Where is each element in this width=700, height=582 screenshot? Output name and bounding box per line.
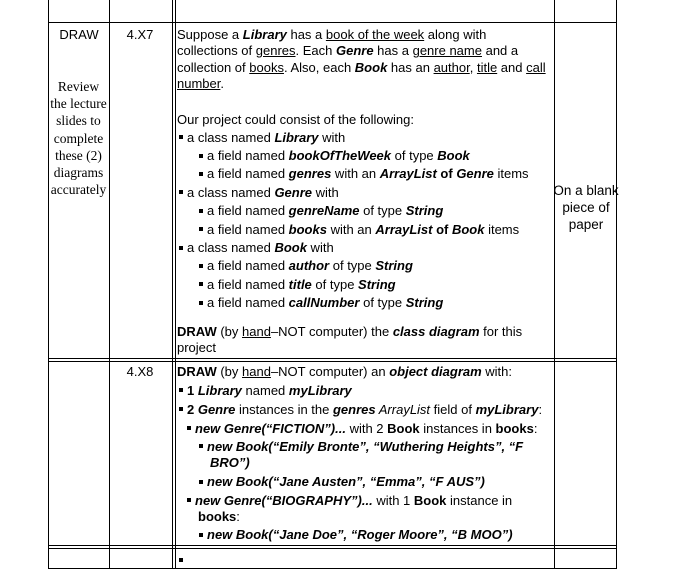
- project-intro: Our project could consist of the following:: [177, 111, 415, 127]
- field-books: a field named books with an ArrayList of Book items: [199, 222, 552, 238]
- object-diagram-instruction: DRAW (by hand–NOT computer) an object diagram with:: [177, 364, 513, 379]
- bullet-icon: [199, 264, 203, 268]
- row1-bottom-border: [48, 358, 617, 359]
- field-bookoftheweek: a field named bookOfTheWeek of type Book: [199, 148, 552, 164]
- class-genre-item: a class named Genre with: [177, 185, 552, 201]
- object-diagram-term: object diagram: [389, 364, 482, 379]
- bullet-icon: [199, 227, 203, 231]
- field-genrename: a field named genreName of type String: [199, 203, 552, 219]
- bullet-icon: [179, 190, 183, 194]
- review-instructions: Review the lecture slides to complete these (2) diagrams accurately: [50, 79, 107, 198]
- field-title: a field named title of type String: [199, 277, 552, 293]
- row2-top-border: [48, 361, 617, 362]
- bullet-icon: [199, 209, 203, 213]
- bullet-icon: [199, 533, 203, 537]
- bullet-icon: [179, 558, 183, 562]
- row1-instructions: [48, 78, 109, 198]
- row3-description: [177, 552, 197, 568]
- class-library-item: a class named Library with: [177, 130, 552, 146]
- exercise-number: 4.X7: [126, 27, 154, 42]
- book-of-week-term: book of the week: [325, 27, 425, 42]
- bullet-icon: [199, 154, 203, 158]
- genre-name-term: genre name: [412, 43, 482, 59]
- col-border-right: [616, 0, 617, 569]
- class-diagram-term: class diagram: [392, 324, 480, 339]
- bullet-icon: [199, 172, 203, 176]
- genre-biography-item: new Genre(“BIOGRAPHY”)... with 1 Book instance in: [187, 493, 552, 509]
- genre-term: Genre: [335, 43, 374, 59]
- scenario-paragraph: Suppose a Library has a book of the week along with collections of genres. Each Genre has a genre name and a collection of books. Also, each Book has an author, title and call number.: [177, 27, 546, 92]
- genre-fiction-item: new Genre(“FICTION”)... with 2 Book instances in books:: [187, 421, 552, 437]
- row1-materials: [547, 182, 625, 233]
- field-author: a field named author of type String: [199, 258, 552, 274]
- author-term: author: [433, 59, 470, 75]
- bullet-icon: [199, 480, 203, 484]
- col-border-materials: [554, 0, 555, 569]
- bullet-icon: [179, 135, 183, 139]
- bullet-icon: [179, 246, 183, 250]
- col-border-description: [175, 0, 176, 569]
- bullet-icon: [187, 426, 191, 430]
- col-border-number: [172, 0, 173, 569]
- class-book-item: a class named Book with: [177, 240, 552, 256]
- bullet-icon: [187, 498, 191, 502]
- row2-bottom-border: [48, 545, 617, 546]
- library-term: Library: [242, 27, 287, 42]
- field-callnumber: a field named callNumber of type String: [199, 295, 552, 311]
- book-emma: new Book(“Jane Austen”, “Emma”, “F AUS”): [199, 474, 552, 490]
- row2-description: [177, 364, 552, 544]
- book-wuthering-heights: new Book(“Emily Bronte”, “Wuthering Heights”, “F: [199, 439, 552, 455]
- action-label: DRAW: [59, 27, 99, 42]
- row2-number: [110, 364, 170, 380]
- book-term: Book: [354, 59, 388, 75]
- bullet-icon: [199, 301, 203, 305]
- col-border-action: [109, 0, 110, 569]
- library-instance-item: 1 Library named myLibrary: [177, 383, 552, 399]
- genre-instances-item: 2 Genre instances in the genres ArrayList field of myLibrary:: [177, 402, 552, 418]
- book-roger-moore: new Book(“Jane Doe”, “Roger Moore”, “B MOO”): [199, 527, 552, 543]
- materials-note: On a blank piece of paper: [553, 183, 619, 232]
- row1-number: [110, 27, 170, 43]
- row3-top-border: [48, 548, 617, 549]
- row-top-border: [48, 22, 617, 23]
- row1-description: [177, 27, 552, 312]
- title-term: title: [476, 59, 498, 75]
- field-genres: a field named genres with an ArrayList of Genre items: [199, 166, 552, 182]
- table-bottom-border: [48, 568, 617, 569]
- books-term: books: [249, 59, 284, 75]
- bullet-icon: [179, 407, 183, 411]
- bullet-icon: [199, 282, 203, 286]
- genre-biography-cont: books:: [198, 509, 240, 525]
- bullet-icon: [179, 388, 183, 392]
- book-wuthering-heights-cont: BRO”): [210, 455, 250, 471]
- call-number-term: call number: [177, 59, 546, 92]
- exercise-number: 4.X8: [126, 364, 154, 379]
- bullet-icon: [199, 444, 203, 448]
- row1-action: [50, 27, 108, 43]
- genres-term: genres: [255, 43, 296, 59]
- row1-draw-instruction: DRAW (by hand–NOT computer) the class diagram for this project: [177, 324, 523, 356]
